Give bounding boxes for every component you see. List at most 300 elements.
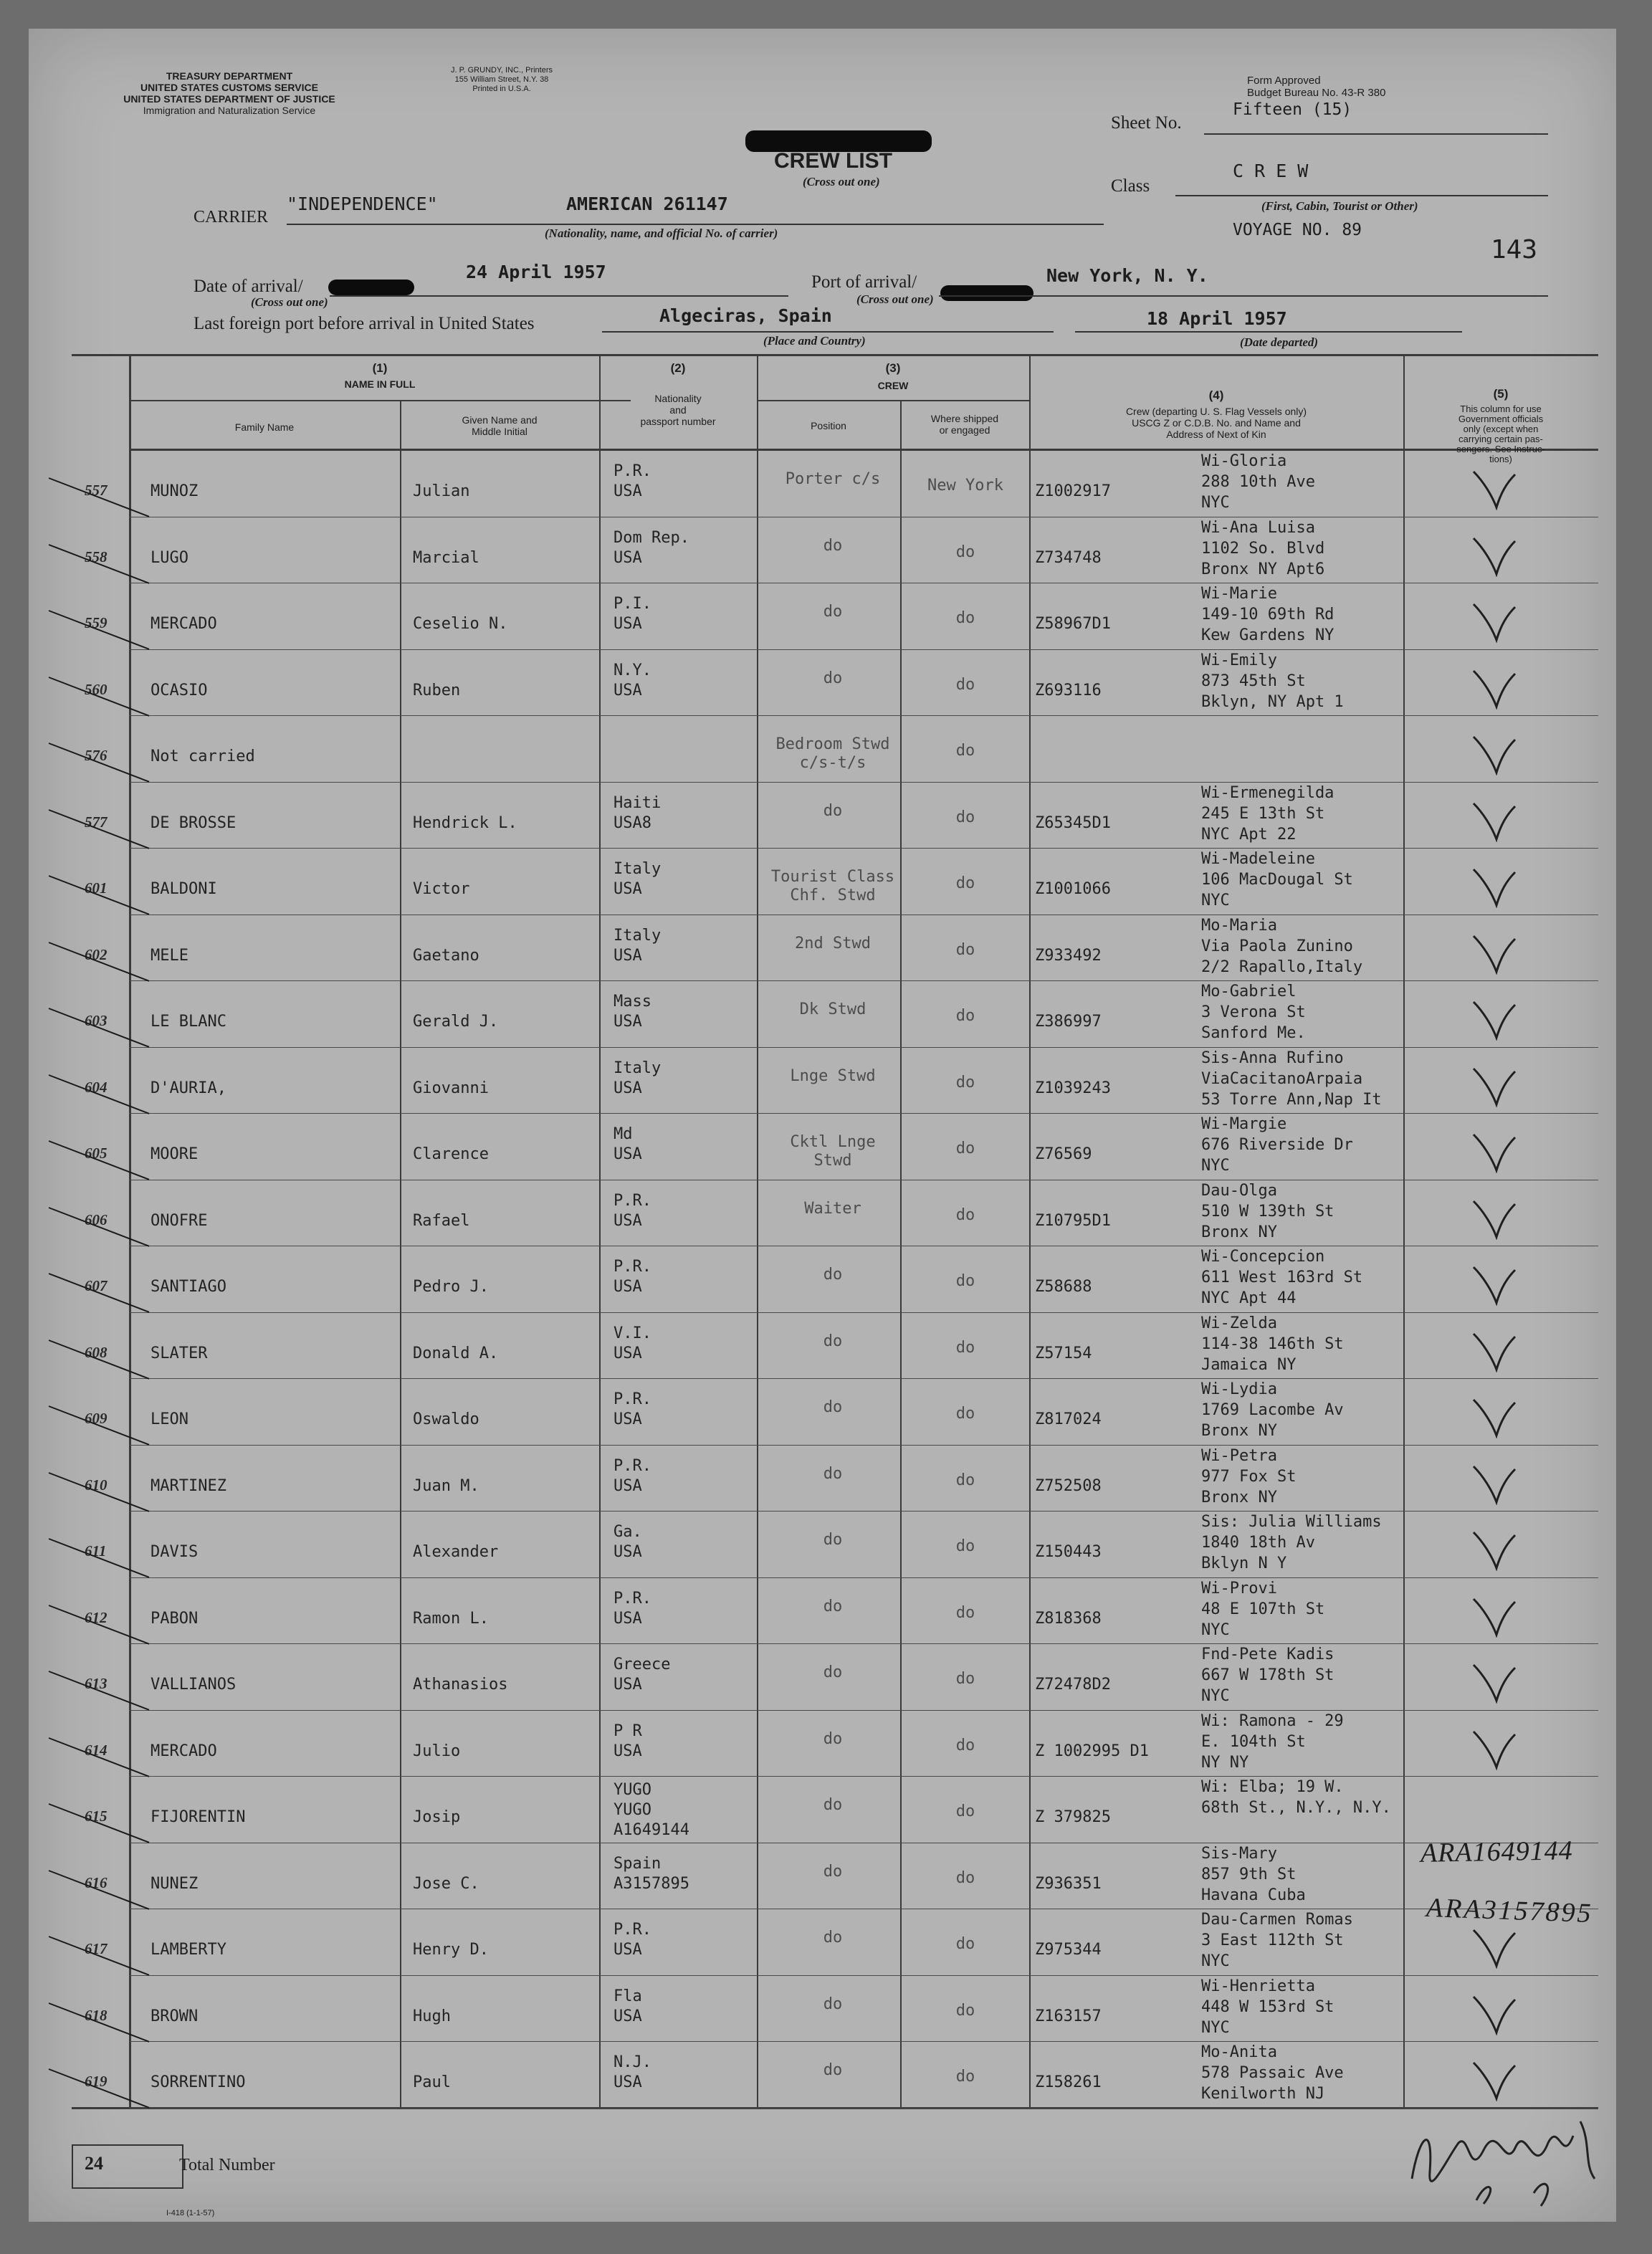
- next-of-kin-line: NYC: [1201, 1952, 1230, 1970]
- next-of-kin-line: 53 Torre Ann,Nap It: [1201, 1090, 1382, 1109]
- next-of-kin-line: 873 45th St: [1201, 672, 1306, 690]
- class-value: C R E W: [1233, 161, 1309, 181]
- z-number: Z933492: [1035, 946, 1102, 965]
- next-of-kin-line: Dau-Olga: [1201, 1181, 1277, 1200]
- check-mark: [1469, 799, 1519, 842]
- signature-scrawl: [1390, 2093, 1605, 2215]
- sheet-label: Sheet No.: [1111, 113, 1182, 133]
- dept-line: UNITED STATES CUSTOMS SERVICE: [140, 82, 318, 93]
- position: do: [823, 1597, 843, 1615]
- form-code: I-418 (1-1-57): [166, 2209, 215, 2217]
- where-shipped: do: [955, 1736, 975, 1754]
- nationality-line: USA: [613, 1543, 642, 1561]
- next-of-kin-line: Wi: Elba; 19 W.: [1201, 1778, 1344, 1796]
- col-rule: [599, 355, 601, 2109]
- position: do: [823, 1929, 843, 1947]
- nationality-line: USA: [613, 2007, 642, 2025]
- next-of-kin-line: Mo-Maria: [1201, 916, 1277, 935]
- next-of-kin-line: 288 10th Ave: [1201, 473, 1315, 491]
- carrier-name: "INDEPENDENCE": [287, 194, 438, 214]
- nationality-line: P.I.: [613, 595, 651, 613]
- family-name: BROWN: [151, 2007, 199, 2025]
- nationality-line: USA: [613, 615, 642, 633]
- line-number: 559: [85, 614, 108, 631]
- margin-note-616: ARA3157895: [1426, 1892, 1594, 1929]
- z-number: Z693116: [1035, 681, 1102, 699]
- next-of-kin-line: E. 104th St: [1201, 1732, 1306, 1751]
- nat-line: passport number: [640, 416, 716, 427]
- next-of-kin-line: Bronx NY Apt6: [1201, 560, 1325, 578]
- where-shipped: do: [955, 808, 975, 826]
- next-of-kin-line: Wi-Ana Luisa: [1201, 518, 1315, 537]
- z-number: Z158261: [1035, 2073, 1102, 2091]
- family-name: D'AURIA,: [151, 1079, 226, 1097]
- gov-line: Government officials: [1458, 414, 1544, 424]
- given-name: Marcial: [413, 548, 479, 567]
- where-shipped: do: [955, 1405, 975, 1423]
- nationality-line: USA: [613, 1278, 642, 1296]
- row-rule: [129, 980, 1598, 981]
- position: do: [823, 669, 843, 687]
- family-name: LE BLANC: [151, 1013, 226, 1031]
- line-number: 605: [85, 1145, 108, 1162]
- next-of-kin-line: 3 East 112th St: [1201, 1931, 1344, 1949]
- next-of-kin-line: Wi-Henrietta: [1201, 1977, 1315, 1995]
- margin-note-615: ARA1649144: [1420, 1835, 1573, 1868]
- where-shipped: New York: [927, 477, 1003, 495]
- nationality-line: Italy: [613, 860, 662, 878]
- given-name: Gaetano: [413, 946, 479, 965]
- line-number: 611: [85, 1542, 107, 1560]
- check-mark: [1469, 1329, 1519, 1372]
- row-rule: [129, 1975, 1598, 1976]
- row-rule: [129, 1577, 1598, 1578]
- family-name: DAVIS: [151, 1543, 199, 1561]
- nationality-line: A3157895: [613, 1874, 689, 1893]
- crew-list-title-note: (Cross out one): [803, 175, 880, 188]
- family-name: DE BROSSE: [151, 813, 237, 832]
- nationality-line: A1649144: [613, 1821, 689, 1839]
- row-rule: [129, 1710, 1598, 1711]
- family-name: MUNOZ: [151, 482, 199, 500]
- next-of-kin-line: Mo-Anita: [1201, 2043, 1277, 2061]
- nat-line: and: [669, 404, 687, 416]
- line-number: 602: [85, 945, 108, 963]
- col-rule: [129, 355, 131, 2109]
- position: do: [823, 1266, 843, 1284]
- date-arrival-value: 24 April 1957: [466, 262, 606, 282]
- next-of-kin-line: Bronx NY: [1201, 1422, 1277, 1440]
- position: Waiter: [804, 1199, 861, 1218]
- next-of-kin-line: Jamaica NY: [1201, 1355, 1297, 1374]
- next-of-kin-line: Kew Gardens NY: [1201, 626, 1335, 644]
- nationality-line: P.R.: [613, 1456, 651, 1475]
- check-mark: [1469, 732, 1519, 775]
- row-rule: [129, 848, 1598, 849]
- col-rule: [400, 400, 401, 2109]
- where-shipped: do: [955, 1338, 975, 1357]
- given-name: Oswaldo: [413, 1410, 479, 1428]
- next-of-kin-line: NYC: [1201, 1687, 1230, 1705]
- given-name: Rafael: [413, 1211, 470, 1230]
- next-of-kin-line: Wi-Provi: [1201, 1579, 1277, 1598]
- crew-list-title: CREW LIST: [774, 149, 892, 173]
- kin-line: Address of Next of Kin: [1166, 429, 1266, 440]
- next-of-kin-line: Dau-Carmen Romas: [1201, 1911, 1353, 1929]
- z-number: Z817024: [1035, 1410, 1102, 1428]
- position: Dk Stwd: [799, 1001, 866, 1018]
- position: Porter c/s: [785, 470, 881, 488]
- nationality-line: P R: [613, 1721, 642, 1740]
- next-of-kin-line: Sanford Me.: [1201, 1024, 1306, 1042]
- family-name: SLATER: [151, 1344, 208, 1362]
- given-name: Giovanni: [413, 1079, 489, 1097]
- where-shipped: do: [955, 609, 975, 627]
- next-of-kin-line: NYC: [1201, 1620, 1230, 1639]
- crew-header: CREW: [877, 380, 909, 391]
- nationality-line: USA: [613, 946, 642, 965]
- z-number: Z72478D2: [1035, 1676, 1111, 1694]
- next-of-kin-line: 1769 Lacombe Av: [1201, 1401, 1344, 1419]
- given-name: Ceselio N.: [413, 615, 508, 633]
- next-of-kin-line: Wi-Emily: [1201, 651, 1277, 669]
- given-line: Given Name and: [462, 414, 538, 426]
- line-number: 609: [85, 1410, 108, 1427]
- next-of-kin-line: NYC: [1201, 2018, 1230, 2037]
- page-number: 143: [1491, 235, 1538, 264]
- given-name: Gerald J.: [413, 1013, 499, 1031]
- next-of-kin-line: 510 W 139th St: [1201, 1202, 1335, 1221]
- line-number: 612: [85, 1608, 108, 1626]
- nationality-line: USA: [613, 1941, 642, 1959]
- next-of-kin-line: 245 E 13th St: [1201, 804, 1325, 823]
- where-shipped: do: [955, 1537, 975, 1555]
- line-number: 606: [85, 1210, 108, 1228]
- nat-line: Nationality: [654, 393, 702, 404]
- line-number: 610: [85, 1476, 108, 1494]
- next-of-kin-line: 114-38 146th St: [1201, 1334, 1344, 1353]
- z-number: Z 1002995 D1: [1035, 1742, 1149, 1760]
- where-shipped: do: [955, 543, 975, 561]
- check-mark: [1469, 1595, 1519, 1638]
- line-number: 604: [85, 1078, 108, 1096]
- given-name: Clarence: [413, 1145, 489, 1163]
- nationality-line: USA: [613, 2073, 642, 2091]
- form-approved: [1247, 75, 1385, 99]
- position: do: [823, 1464, 843, 1483]
- where-shipped: do: [955, 675, 975, 694]
- last-port-value: Algeciras, Spain: [659, 305, 832, 326]
- row-rule: [129, 1047, 1598, 1048]
- nationality-line: Italy: [613, 1059, 662, 1077]
- family-name: NUNEZ: [151, 1874, 199, 1893]
- z-number: Z936351: [1035, 1874, 1102, 1893]
- line-number: 618: [85, 2006, 108, 2024]
- date-arrival-label: Date of arrival/: [194, 277, 303, 296]
- line-number: 603: [85, 1012, 108, 1029]
- nationality-line: N.Y.: [613, 661, 651, 679]
- next-of-kin-line: Kenilworth NJ: [1201, 2085, 1325, 2103]
- given-name: Juan M.: [413, 1476, 479, 1495]
- table-header-rule: [129, 449, 1598, 451]
- nationality-line: USA: [613, 482, 642, 500]
- next-of-kin-line: NYC: [1201, 494, 1230, 512]
- nationality-line: USA: [613, 1013, 642, 1031]
- shipped-header: [900, 413, 1029, 436]
- port-note: (Cross out one): [856, 292, 934, 306]
- next-of-kin-line: NYC: [1201, 892, 1230, 909]
- subheader-rule: [129, 400, 631, 401]
- check-mark: [1469, 667, 1519, 710]
- nationality-line: Haiti: [613, 793, 662, 812]
- next-of-kin-line: 448 W 153rd St: [1201, 1997, 1335, 2016]
- voyage-number: VOYAGE NO. 89: [1233, 221, 1362, 239]
- given-name: Pedro J.: [413, 1278, 489, 1296]
- nationality-line: Mass: [613, 993, 651, 1011]
- row-rule: [129, 1776, 1598, 1777]
- line-number: 577: [85, 813, 108, 831]
- next-of-kin-line: Wi-Gloria: [1201, 452, 1287, 470]
- next-of-kin-line: 106 MacDougal St: [1201, 871, 1353, 889]
- check-mark: [1469, 1926, 1519, 1969]
- family-name: MARTINEZ: [151, 1476, 226, 1495]
- nationality-line: USA: [613, 1410, 642, 1428]
- z-number: Z150443: [1035, 1543, 1102, 1561]
- check-mark: [1469, 998, 1519, 1041]
- z-number: Z818368: [1035, 1609, 1102, 1628]
- check-mark: [1469, 1130, 1519, 1173]
- nationality-line: USA: [613, 1145, 642, 1163]
- last-port-label: Last foreign port before arrival in United States: [194, 314, 535, 333]
- carrier-official: AMERICAN 261147: [566, 194, 728, 214]
- sheet-value: Fifteen (15): [1233, 100, 1352, 119]
- date-note: (Cross out one): [251, 295, 328, 309]
- z-number: Z 379825: [1035, 1808, 1111, 1826]
- dept-line: TREASURY DEPARTMENT: [166, 70, 293, 82]
- family-name: SORRENTINO: [151, 2073, 246, 2091]
- given-name: Henry D.: [413, 1941, 489, 1959]
- next-of-kin-line: NYC Apt 44: [1201, 1289, 1297, 1307]
- where-shipped: do: [955, 1007, 975, 1025]
- nationality-line: N.J.: [613, 2053, 651, 2071]
- position: do: [823, 801, 843, 820]
- z-number: Z734748: [1035, 548, 1102, 567]
- next-of-kin-line: Wi-Zelda: [1201, 1314, 1277, 1332]
- family-name: PABON: [151, 1609, 199, 1628]
- nationality-header: [599, 393, 757, 427]
- next-of-kin-line: Wi: Ramona - 29: [1201, 1711, 1344, 1730]
- position: 2nd Stwd: [795, 934, 871, 952]
- nationality-line: P.R.: [613, 462, 651, 480]
- check-mark: [1469, 1727, 1519, 1770]
- nationality-line: P.R.: [613, 1390, 651, 1408]
- last-port-note: (Place and Country): [763, 334, 866, 348]
- nationality-line: Spain: [613, 1854, 662, 1873]
- nationality-line: P.R.: [613, 1921, 651, 1939]
- last-port-line: [602, 331, 1054, 333]
- given-name: Hendrick L.: [413, 813, 517, 832]
- gov-line: only (except when: [1463, 424, 1539, 434]
- next-of-kin-line: 578 Passaic Ave: [1201, 2064, 1344, 2082]
- nationality-line: Dom Rep.: [613, 528, 689, 547]
- check-mark: [1469, 1197, 1519, 1240]
- row-rule: [129, 1511, 1598, 1512]
- redaction-mark: [328, 280, 414, 295]
- given-name: Donald A.: [413, 1344, 499, 1362]
- dept-line: UNITED STATES DEPARTMENT OF JUSTICE: [123, 93, 335, 105]
- budget-bureau-text: Budget Bureau No. 43-R 380: [1247, 87, 1386, 99]
- where-shipped: do: [955, 1140, 975, 1157]
- next-of-kin-line: 68th St., N.Y., N.Y.: [1201, 1799, 1391, 1817]
- row-rule: [129, 2108, 1598, 2109]
- next-of-kin-line: Sis-Anna Rufino: [1201, 1049, 1344, 1067]
- given-name: Josip: [413, 1808, 461, 1826]
- where-shipped: do: [955, 874, 975, 892]
- nationality-line: YUGO: [613, 1801, 651, 1819]
- port-arrival-label: Port of arrival/: [811, 272, 917, 292]
- family-name: MOORE: [151, 1145, 199, 1163]
- position: do: [823, 603, 843, 621]
- nationality-line: USA: [613, 1742, 642, 1760]
- gov-line: sengers. See Instruc-: [1456, 444, 1545, 454]
- line-number: 558: [85, 548, 108, 565]
- line-number: 576: [85, 747, 108, 764]
- nationality-line: USA8: [613, 813, 651, 832]
- check-mark: [1469, 1462, 1519, 1505]
- nationality-line: YUGO: [613, 1781, 651, 1799]
- family-name: ONOFRE: [151, 1211, 208, 1230]
- family-name: LAMBERTY: [151, 1941, 226, 1959]
- next-of-kin-line: NY NY: [1201, 1753, 1249, 1772]
- nationality-line: USA: [613, 880, 642, 898]
- nationality-line: USA: [613, 1609, 642, 1628]
- given-line: Middle Initial: [472, 426, 527, 437]
- next-of-kin-line: Havana Cuba: [1201, 1886, 1306, 1904]
- next-of-kin-line: 1840 18th Av: [1201, 1534, 1315, 1552]
- check-mark: [1469, 467, 1519, 510]
- line-number: 608: [85, 1343, 108, 1361]
- family-name-header: Family Name: [234, 421, 295, 433]
- gov-header: [1403, 404, 1598, 464]
- check-mark: [1469, 1395, 1519, 1438]
- position: do: [823, 2061, 843, 2079]
- given-name: Alexander: [413, 1543, 499, 1561]
- next-of-kin-line: Sis: Julia Williams: [1201, 1513, 1382, 1531]
- next-of-kin-line: NYC Apt 22: [1201, 825, 1297, 844]
- where-shipped: do: [955, 1868, 975, 1887]
- z-number: Z163157: [1035, 2007, 1102, 2025]
- total-label: Total Number: [179, 2156, 275, 2174]
- z-number: Z58688: [1035, 1278, 1092, 1296]
- given-name: Ramon L.: [413, 1609, 489, 1628]
- given-name: Julio: [413, 1742, 461, 1760]
- z-number: Z386997: [1035, 1013, 1102, 1031]
- carrier-note: (Nationality, name, and official No. of carrier): [545, 226, 778, 240]
- check-mark: [1469, 865, 1519, 908]
- where-shipped: do: [955, 1471, 975, 1489]
- department-block: [79, 70, 380, 116]
- next-of-kin-line: Sis-Mary: [1201, 1844, 1277, 1863]
- where-shipped: do: [955, 1272, 975, 1290]
- check-mark: [1469, 600, 1519, 643]
- printer-line: Printed in U.S.A.: [472, 85, 531, 93]
- nationality-line: USA: [613, 1476, 642, 1495]
- row-rule: [129, 1643, 1598, 1644]
- next-of-kin-line: Via Paola Zunino: [1201, 937, 1353, 955]
- given-name: Victor: [413, 880, 470, 898]
- kin-line: USCG Z or C.D.B. No. and Name and: [1132, 417, 1301, 429]
- dept-line: Immigration and Naturalization Service: [143, 105, 316, 116]
- next-of-kin-line: Bronx NY: [1201, 1488, 1277, 1506]
- table-top-rule: [72, 354, 1598, 356]
- nationality-line: Fla: [613, 1987, 642, 2005]
- line-number: 560: [85, 680, 108, 698]
- next-of-kin-line: 667 W 178th St: [1201, 1666, 1335, 1684]
- where-shipped: do: [955, 1073, 975, 1092]
- family-name: OCASIO: [151, 681, 208, 699]
- next-of-kin-line: 977 Fox St: [1201, 1467, 1297, 1486]
- kin-line: Crew (departing U. S. Flag Vessels only): [1125, 406, 1307, 417]
- family-name: LEON: [151, 1410, 188, 1428]
- z-number: Z58967D1: [1035, 615, 1111, 633]
- row-rule: [129, 649, 1598, 650]
- given-name: Hugh: [413, 2007, 451, 2025]
- next-of-kin-line: 2/2 Rapallo,Italy: [1201, 958, 1363, 976]
- line-number: 619: [85, 2073, 108, 2090]
- position: do: [823, 1332, 843, 1350]
- position: do: [823, 1995, 843, 2013]
- col1-title: NAME IN FULL: [344, 378, 416, 390]
- line-number: 616: [85, 1873, 108, 1891]
- row-rule: [129, 782, 1598, 783]
- position: do: [823, 1663, 843, 1681]
- col-rule: [900, 400, 902, 2109]
- nationality-line: P.R.: [613, 1258, 651, 1276]
- line-number: 601: [85, 879, 108, 897]
- where-shipped: do: [955, 940, 975, 959]
- col2-number: (2): [670, 361, 686, 375]
- next-of-kin-line: Wi-Marie: [1201, 585, 1277, 603]
- z-number: Z1002917: [1035, 482, 1111, 500]
- printer-line: J. P. GRUNDY, INC., Printers: [450, 66, 553, 75]
- nationality-line: Ga.: [613, 1523, 642, 1541]
- next-of-kin-line: Fnd-Pete Kadis: [1201, 1646, 1335, 1663]
- check-mark: [1469, 1528, 1519, 1571]
- next-of-kin-line: 857 9th St: [1201, 1865, 1297, 1883]
- z-number: Z1039243: [1035, 1079, 1111, 1097]
- where-shipped: do: [955, 2068, 975, 2086]
- departed-note: (Date departed): [1240, 335, 1319, 349]
- total-value: 24: [85, 2153, 103, 2174]
- next-of-kin-line: Bronx NY: [1201, 1223, 1277, 1241]
- shipped-line: or engaged: [939, 424, 990, 436]
- gov-line: tions): [1489, 454, 1512, 464]
- departed-line: [1075, 331, 1462, 333]
- given-name: Ruben: [413, 681, 461, 699]
- row-rule: [129, 1445, 1598, 1446]
- z-number: Z57154: [1035, 1344, 1092, 1362]
- departed-value: 18 April 1957: [1147, 308, 1287, 329]
- given-name: Athanasios: [413, 1676, 508, 1694]
- where-shipped: do: [955, 1670, 975, 1688]
- position: do: [823, 1862, 843, 1881]
- z-number: Z1001066: [1035, 880, 1111, 898]
- line-number: 613: [85, 1675, 108, 1692]
- check-mark: [1469, 1661, 1519, 1704]
- nationality-line: USA: [613, 1211, 642, 1230]
- where-shipped: do: [955, 1935, 975, 1953]
- next-of-kin-line: Wi-Margie: [1201, 1115, 1287, 1133]
